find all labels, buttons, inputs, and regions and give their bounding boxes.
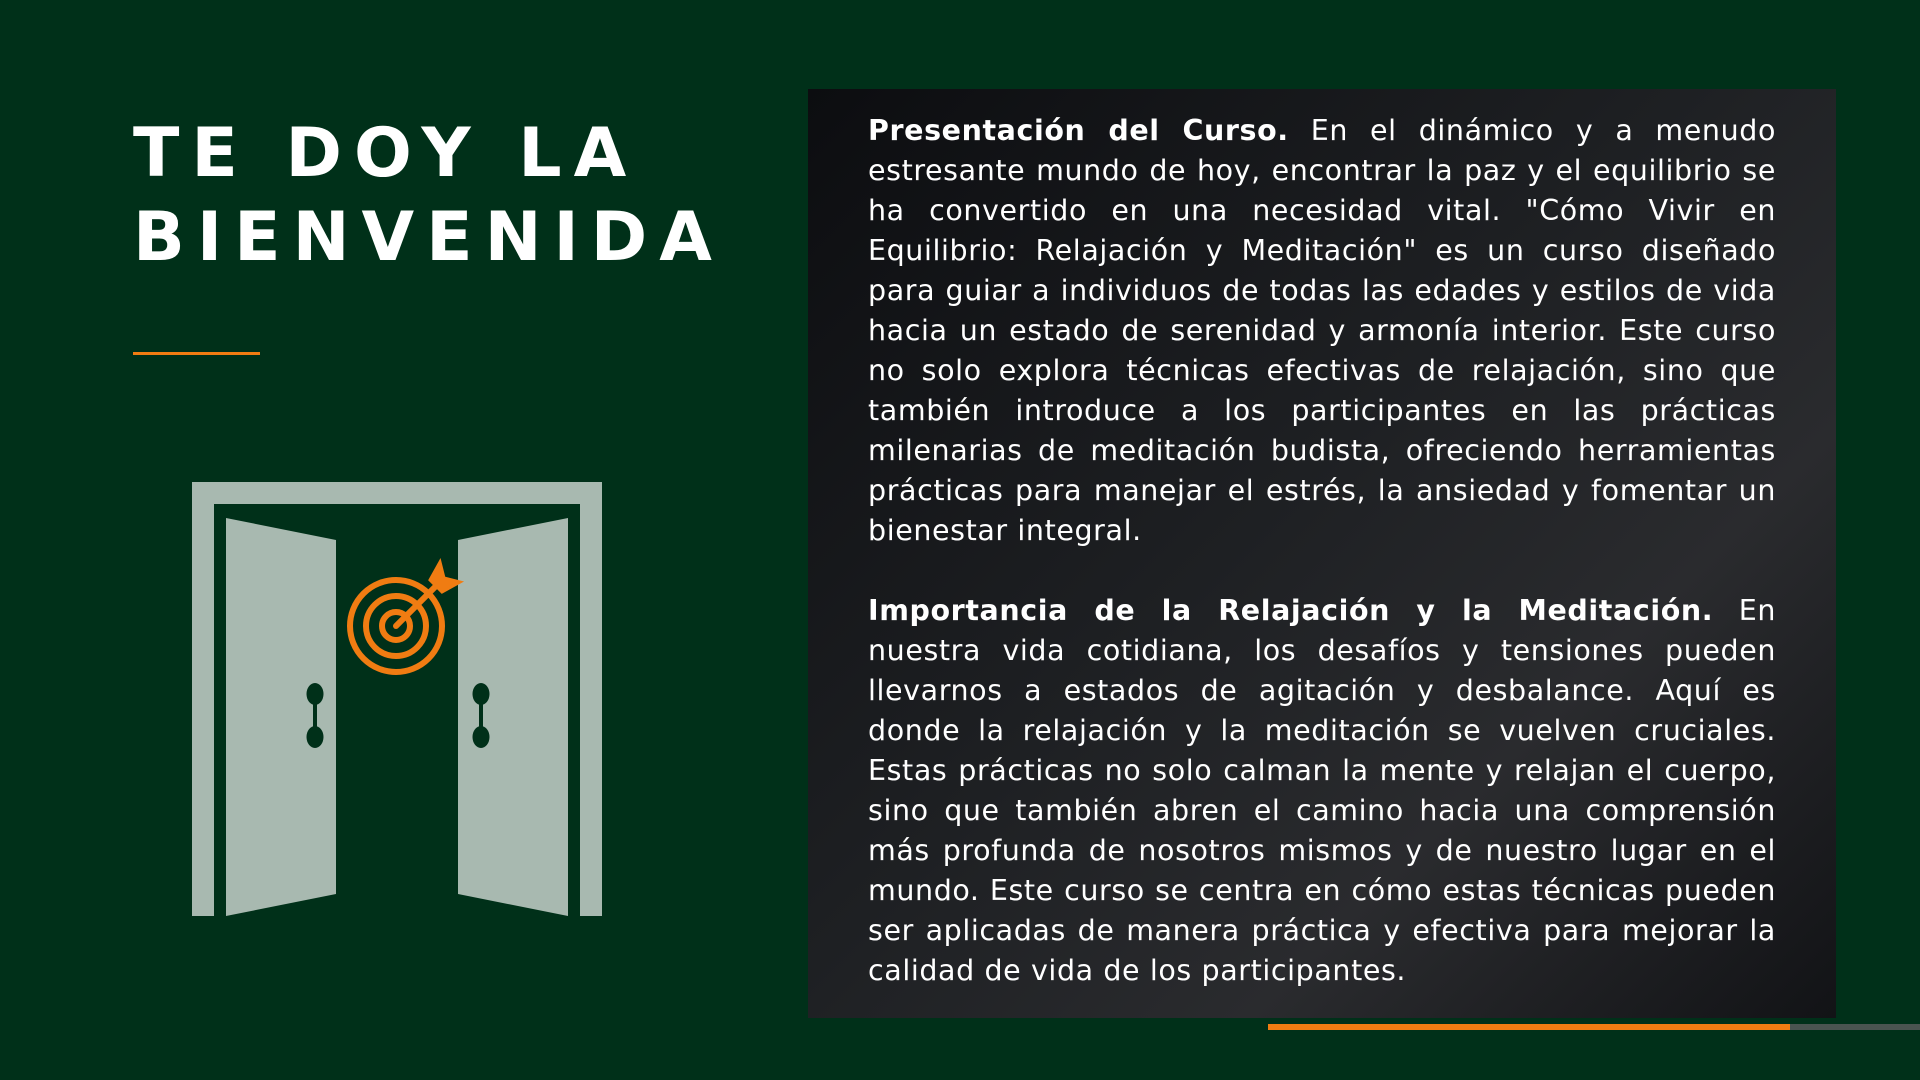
section-importance xyxy=(868,591,1776,991)
section-heading: Importancia de la Relajación y la Meditación. xyxy=(868,594,1714,627)
content-panel xyxy=(808,89,1836,1018)
page-title xyxy=(133,112,724,280)
section-body: En nuestra vida cotidiana, los desafíos y tensiones pueden llevarnos a estados de agitación y desbalance. Aquí es donde la relajación y la meditación se vuelven cruciales. Estas prácticas no solo calman la mente y relajan el cuerpo, sino que también abren el camino hacia una comprensión más profunda de nosotros mismos y de nuestro lugar en el mundo. Este curso se centra en cómo estas técnicas pueden ser aplicadas de manera práctica y efectiva para mejorar la calidad de vida de los participantes. xyxy=(868,594,1776,987)
section-course-presentation xyxy=(868,111,1776,551)
title-line-2: BIENVENIDA xyxy=(133,198,724,277)
accent-bar xyxy=(1268,1024,1790,1030)
section-heading: Presentación del Curso. xyxy=(868,114,1289,147)
title-line-1: TE DOY LA xyxy=(133,114,639,193)
target-icon xyxy=(350,562,460,672)
panel-text xyxy=(868,111,1776,991)
title-underline xyxy=(133,352,260,355)
left-door-leaf xyxy=(226,518,336,916)
accent-bar-gray xyxy=(1790,1024,1920,1030)
open-door-target-icon xyxy=(192,482,602,916)
right-door-leaf xyxy=(458,518,568,916)
section-body: En el dinámico y a menudo estresante mundo de hoy, encontrar la paz y el equilibrio se ha convertido en una necesidad vital. "Cómo Vivir en Equilibrio: Relajación y Meditación" es un curso diseñado para guiar a individuos de todas las edades y estilos de vida hacia un estado de serenidad y armonía interior. Este curso no solo explora técnicas efectivas de relajación, sino que también introduce a los participantes en las prácticas milenarias de meditación budista, ofreciendo herramientas prácticas para manejar el estrés, la ansiedad y fomentar un bienestar integral. xyxy=(868,114,1776,547)
